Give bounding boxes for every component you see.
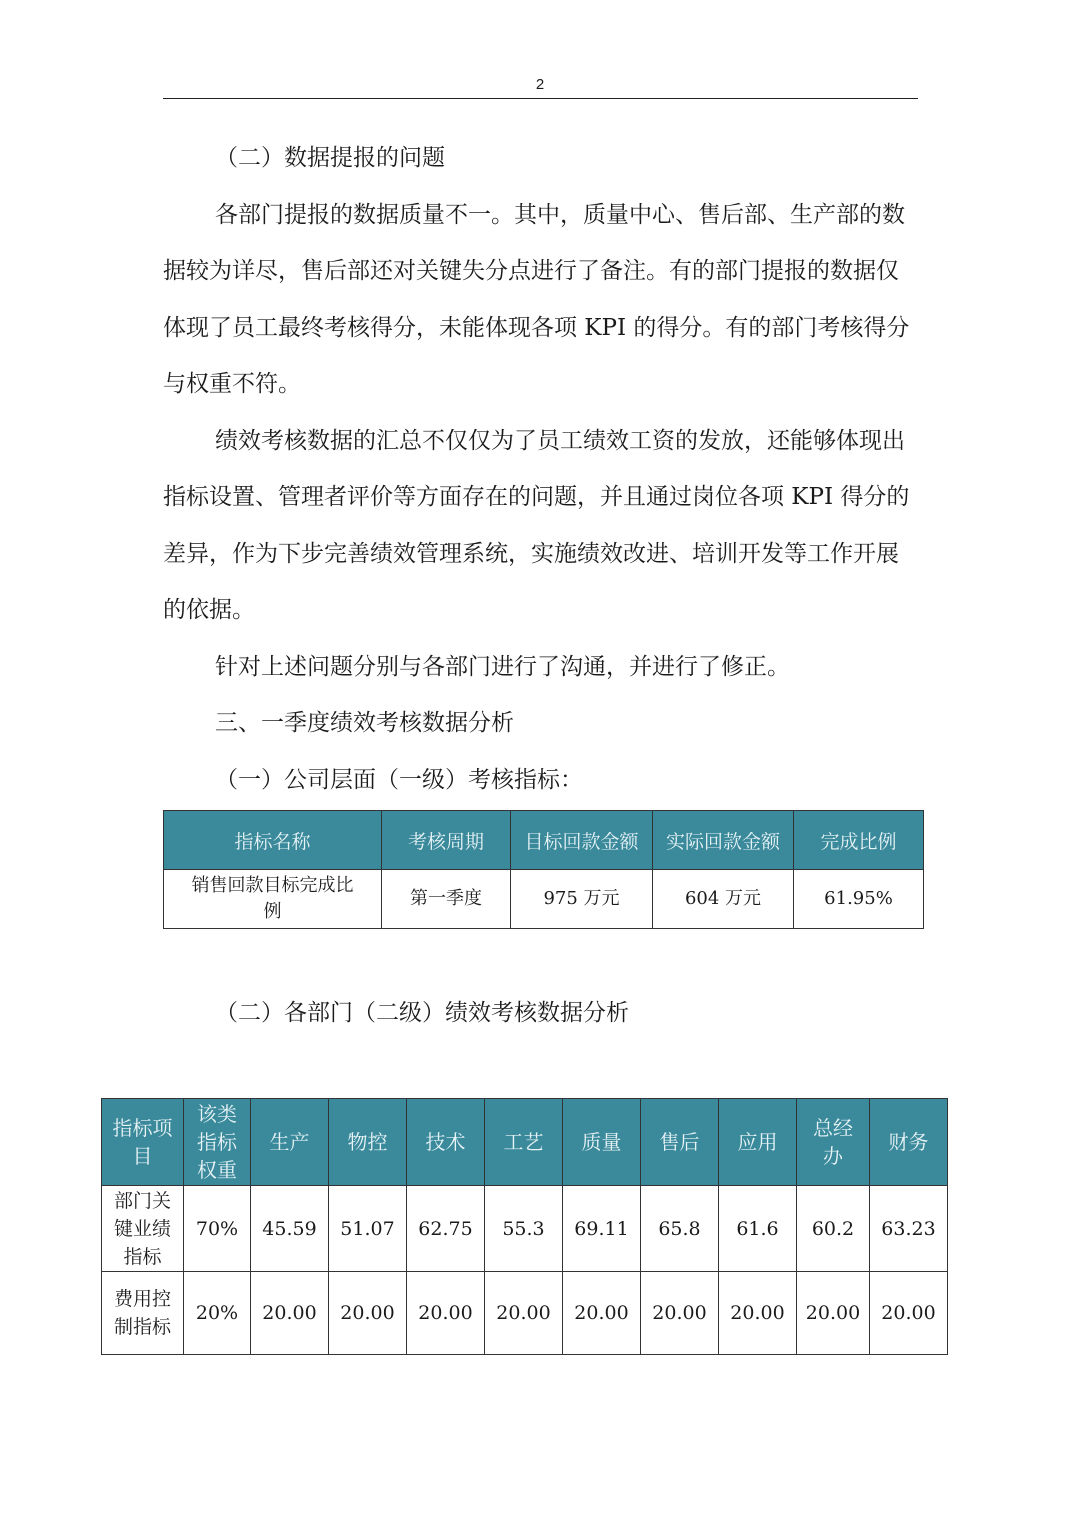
table-cell: 20.00 bbox=[719, 1272, 797, 1355]
table-cell: 45.59 bbox=[251, 1186, 329, 1272]
header-rule bbox=[163, 98, 918, 99]
table-cell: 65.8 bbox=[641, 1186, 719, 1272]
table-cell: 69.11 bbox=[563, 1186, 641, 1272]
column-header: 生产 bbox=[251, 1099, 329, 1186]
table-row bbox=[164, 870, 924, 929]
table-header-row bbox=[102, 1099, 948, 1186]
table-cell: 第一季度 bbox=[382, 870, 511, 929]
subheading-dept-kpi: （二）各部门（二级）绩效考核数据分析 bbox=[215, 1000, 629, 1026]
table-cell: 63.23 bbox=[870, 1186, 948, 1272]
table-cell: 20.00 bbox=[407, 1272, 485, 1355]
table-cell: 61.6 bbox=[719, 1186, 797, 1272]
page-number: 2 bbox=[535, 76, 545, 93]
table-cell: 费用控制指标 bbox=[102, 1272, 184, 1355]
table-cell: 61.95% bbox=[794, 870, 924, 929]
section-2-heading: （二）数据提报的问题 bbox=[215, 145, 445, 171]
table-header-row bbox=[164, 811, 924, 870]
column-header: 考核周期 bbox=[382, 811, 511, 870]
table-cell: 20.00 bbox=[870, 1272, 948, 1355]
column-header: 指标名称 bbox=[164, 811, 382, 870]
paragraph-1: 各部门提报的数据质量不一。其中，质量中心、售后部、生产部的数据较为详尽，售后部还对关键失分点进行了备注。有的部门提报的数据仅体现了员工最终考核得分，未能体现各项 KPI 的得分。有的部门考核得分与权重不符。 bbox=[163, 201, 910, 397]
column-header: 技术 bbox=[407, 1099, 485, 1186]
paragraph-3: 针对上述问题分别与各部门进行了沟通，并进行了修正。 bbox=[215, 653, 790, 680]
table-cell: 62.75 bbox=[407, 1186, 485, 1272]
table-cell: 55.3 bbox=[485, 1186, 563, 1272]
table-cell: 20.00 bbox=[485, 1272, 563, 1355]
column-header: 质量 bbox=[563, 1099, 641, 1186]
section-3-heading: 三、一季度绩效考核数据分析 bbox=[215, 710, 514, 736]
table-cell: 604 万元 bbox=[653, 870, 794, 929]
column-header: 应用 bbox=[719, 1099, 797, 1186]
column-header: 完成比例 bbox=[794, 811, 924, 870]
table-cell: 20.00 bbox=[251, 1272, 329, 1355]
table-cell: 销售回款目标完成比例 bbox=[164, 870, 382, 929]
table-row bbox=[102, 1186, 948, 1272]
table-cell: 60.2 bbox=[797, 1186, 870, 1272]
table-cell: 975 万元 bbox=[511, 870, 653, 929]
body-text bbox=[163, 130, 918, 808]
column-header: 售后 bbox=[641, 1099, 719, 1186]
table-cell: 20% bbox=[184, 1272, 251, 1355]
column-header: 总经办 bbox=[797, 1099, 870, 1186]
column-header: 指标项目 bbox=[102, 1099, 184, 1186]
column-header: 目标回款金额 bbox=[511, 811, 653, 870]
table-cell: 20.00 bbox=[329, 1272, 407, 1355]
column-header: 财务 bbox=[870, 1099, 948, 1186]
table-cell: 51.07 bbox=[329, 1186, 407, 1272]
column-header: 实际回款金额 bbox=[653, 811, 794, 870]
department-kpi-table bbox=[101, 1098, 948, 1355]
table-cell: 部门关键业绩指标 bbox=[102, 1186, 184, 1272]
column-header: 物控 bbox=[329, 1099, 407, 1186]
column-header: 该类指标权重 bbox=[184, 1099, 251, 1186]
subheading-company-kpi: （一）公司层面（一级）考核指标： bbox=[215, 766, 583, 793]
column-header: 工艺 bbox=[485, 1099, 563, 1186]
company-kpi-table bbox=[163, 810, 924, 929]
table-cell: 70% bbox=[184, 1186, 251, 1272]
table-row bbox=[102, 1272, 948, 1355]
table-cell: 20.00 bbox=[563, 1272, 641, 1355]
paragraph-2: 绩效考核数据的汇总不仅仅为了员工绩效工资的发放，还能够体现出指标设置、管理者评价等方面存在的问题，并且通过岗位各项 KPI 得分的差异，作为下步完善绩效管理系统，实施绩效改进、培训开发等工作开展的依据。 bbox=[163, 427, 910, 623]
table-cell: 20.00 bbox=[797, 1272, 870, 1355]
table-cell: 20.00 bbox=[641, 1272, 719, 1355]
